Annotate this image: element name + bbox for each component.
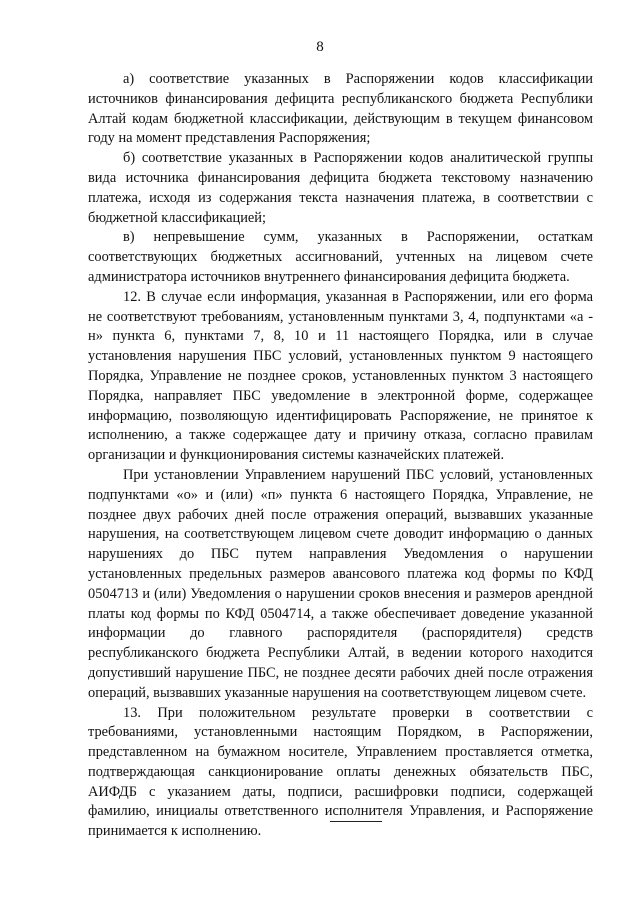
page-number: 8 (316, 39, 324, 55)
paragraph-13: 13. При положительном результате проверки в соответствии с требованиями, установленными настоящим Порядком, в Распоряжении, представленном на бумажном носителе, Управлением проставляется отметка, подтверждающая санкционирование оплаты денежных обязательств ПБС, АИФДБ с указанием даты, подписи, расшифровки подписи, содержащей фамилию, инициалы ответственного исполнителя Управления, и Распоряжение принимается к исполнению. (88, 704, 593, 840)
paragraph-b: б) соответствие указанных в Распоряжении кодов аналитической группы вида источника финансирования дефицита бюджета текстовому назначению платежа, исходя из содержания текста назначения платежа, в соответствии с бюджетной классификацией; (88, 150, 593, 226)
paragraph-a: а) соответствие указанных в Распоряжении кодов классификации источников финансирования дефицита республиканского бюджета Республики Алтай кодам бюджетной классификации, действующим в текущем финансовом году на момент представления Распоряжения; (88, 71, 593, 147)
paragraph-v: в) непревышение сумм, указанных в Распоряжении, остаткам соответствующих бюджетных ассигнований, учтенных на лицевом счете администратора источников внутреннего финансирования дефицита бюджета. (88, 229, 593, 285)
closing-divider-line (330, 821, 382, 822)
paragraph-violations: При установлении Управлением нарушений ПБС условий, установленных подпунктами «о» и (или) «п» пункта 6 настоящего Порядка, Управление, не позднее двух рабочих дней после отражения операций, вызвавших указанные нарушения, на соответствующем лицевом счете доводит информацию о данных нарушениях до ПБС путем направления Уведомления о нарушении установленных предельных размеров авансового платежа код формы по КФД 0504713 и (или) Уведомления о нарушении сроков внесения и размеров арендной платы код формы по КФД 0504714, а также обеспечивает доведение указанной информации до главного распорядителя (распорядителя) средств республиканского бюджета Республики Алтай, в ведении которого находится допустивший нарушение ПБС, не позднее десяти рабочих дней после отражения операций, вызвавших указанные нарушения на соответствующем лицевом счете. (88, 466, 593, 701)
paragraph-12: 12. В случае если информация, указанная в Распоряжении, или его форма не соответствуют требованиям, установленным пунктами 3, 4, подпунктами «а - н» пункта 6, пунктами 7, 8, 10 и 11 настоящего Порядка, или в случае установления нарушения ПБС условий, установленных пунктом 9 настоящего Порядка, Управление не позднее сроков, установленных пунктом 3 настоящего Порядка, направляет ПБС уведомление в электронной форме, содержащее информацию, позволяющую идентифицировать Распоряжение, не принятое к исполнению, а также содержащее дату и причину отказа, согласно правилам организации и функционирования системы казначейских платежей. (88, 288, 593, 464)
document-body (88, 70, 593, 842)
